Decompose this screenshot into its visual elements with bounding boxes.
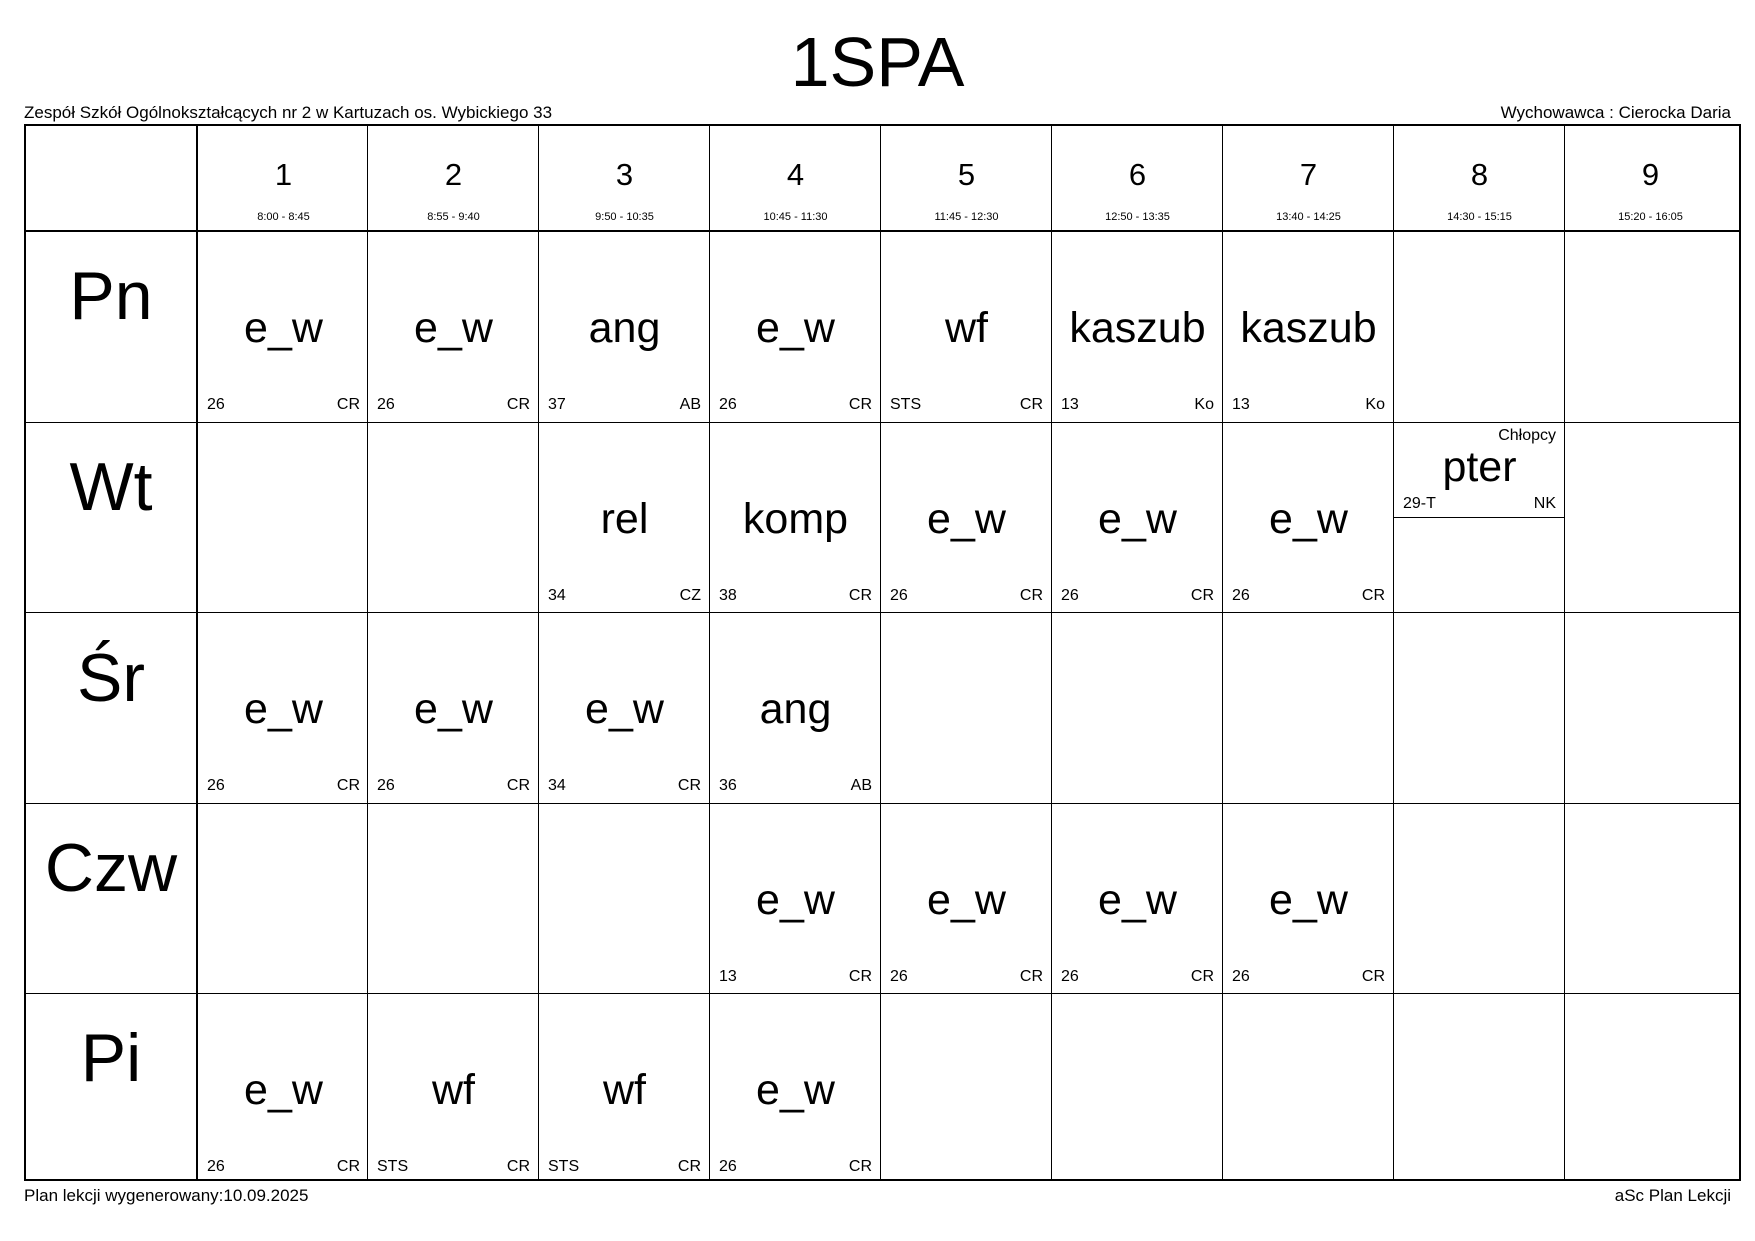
lesson-room: 36 [719,777,737,794]
lesson-cell[interactable] [1223,232,1394,422]
period-number: 5 [957,157,976,192]
lesson-room: 34 [548,587,566,604]
period-number: 7 [1299,157,1318,192]
lesson-cell[interactable] [1223,804,1394,994]
lesson-subject: e_w [756,876,835,924]
lesson-cell[interactable] [1052,423,1223,613]
lesson-cell[interactable] [1052,232,1223,422]
period-time: 14:30 - 15:15 [1447,211,1512,223]
lesson-room: 26 [207,396,225,413]
lesson-teacher: CR [1361,587,1385,604]
period-number: 2 [444,157,463,192]
lesson-teacher: CR [506,396,530,413]
generated-date: Plan lekcji wygenerowany:10.09.2025 [24,1186,309,1205]
lesson-teacher: CR [1190,587,1214,604]
period-header [1052,126,1223,232]
lesson-subject: e_w [756,1066,835,1114]
lesson-cell[interactable] [368,232,539,422]
lesson-room: 26 [1061,968,1079,985]
lesson-cell[interactable] [198,613,369,803]
lesson-teacher: CR [848,968,872,985]
software-credit: aSc Plan Lekcji [1614,1186,1731,1205]
lesson-teacher: CR [336,1158,360,1175]
lesson-subject: e_w [1098,495,1177,543]
lesson-room: 26 [890,587,908,604]
lesson-room: 26 [1061,587,1079,604]
lesson-room: STS [377,1158,409,1175]
lesson-subject: kaszub [1069,304,1206,352]
lesson-teacher: CR [336,777,360,794]
lesson-cell[interactable] [710,232,881,422]
lesson-teacher: Ko [1365,396,1385,413]
day-label: Czw [44,830,178,906]
lesson-subject: e_w [244,685,323,733]
lesson-cell[interactable] [539,994,710,1184]
school-name: Zespół Szkół Ogólnokształcących nr 2 w Kartuzach os. Wybickiego 33 [24,103,553,122]
lesson-subject: e_w [244,304,323,352]
lesson-subject: wf [603,1066,646,1114]
lesson-cell[interactable] [539,423,710,613]
lesson-teacher: NK [1533,495,1556,512]
lesson-room: 38 [719,587,737,604]
lesson-room: 13 [719,968,737,985]
lesson-room: 26 [719,1158,737,1175]
lesson-subject: ang [588,304,661,352]
period-number: 4 [786,157,805,192]
lesson-teacher: CR [1019,968,1043,985]
period-time: 9:50 - 10:35 [595,211,654,223]
period-number: 3 [615,157,634,192]
class-teacher: Wychowawca : Cierocka Daria [1500,103,1731,122]
lesson-teacher: CR [1019,396,1043,413]
period-time: 12:50 - 13:35 [1105,211,1170,223]
lesson-teacher: CR [1019,587,1043,604]
lesson-cell[interactable] [1052,804,1223,994]
group-lesson-cell[interactable] [1394,423,1565,518]
lesson-subject: e_w [1098,876,1177,924]
lesson-room: 13 [1232,396,1250,413]
lesson-subject: komp [742,495,849,543]
lesson-teacher: CR [848,396,872,413]
lesson-room: 26 [1232,968,1250,985]
timetable-grid [24,124,1741,1181]
lesson-cell[interactable] [539,613,710,803]
day-label: Pi [80,1020,142,1096]
lesson-subject: kaszub [1240,304,1377,352]
lesson-cell[interactable] [368,613,539,803]
lesson-room: 34 [548,777,566,794]
day-label: Pn [69,258,153,334]
lesson-room: STS [548,1158,580,1175]
period-time: 13:40 - 14:25 [1276,211,1341,223]
lesson-cell[interactable] [539,232,710,422]
period-header [198,126,369,232]
lesson-cell[interactable] [1223,423,1394,613]
period-header [539,126,710,232]
period-time: 11:45 - 12:30 [934,211,999,223]
page-title: 1SPA [790,23,965,101]
lesson-subject: e_w [414,685,493,733]
period-header [710,126,881,232]
lesson-room: 26 [377,777,395,794]
lesson-subject: pter [1442,443,1517,491]
lesson-teacher: Ko [1194,396,1214,413]
lesson-subject: e_w [927,876,1006,924]
period-time: 15:20 - 16:05 [1618,211,1683,223]
lesson-subject: ang [759,685,832,733]
lesson-teacher: CR [1361,968,1385,985]
lesson-room: 26 [719,396,737,413]
lesson-cell[interactable] [710,804,881,994]
day-label: Śr [77,640,145,716]
lesson-room: 26 [207,1158,225,1175]
lesson-subject: e_w [756,304,835,352]
lesson-cell[interactable] [710,423,881,613]
day-label: Wt [69,449,153,525]
lesson-subject: e_w [585,685,664,733]
lesson-cell[interactable] [710,994,881,1184]
period-number: 6 [1128,157,1147,192]
lesson-subject: wf [945,304,988,352]
lesson-cell[interactable] [368,994,539,1184]
lesson-room: 26 [207,777,225,794]
lesson-teacher: AB [850,777,872,794]
lesson-cell[interactable] [881,232,1052,422]
period-header [881,126,1052,232]
lesson-teacher: CR [506,777,530,794]
lesson-cell[interactable] [710,613,881,803]
lesson-subject: e_w [1269,495,1348,543]
period-number: 1 [274,157,293,192]
period-time: 8:55 - 9:40 [427,211,480,223]
lesson-teacher: CZ [679,587,701,604]
lesson-room: 26 [377,396,395,413]
period-time: 8:00 - 8:45 [257,211,310,223]
period-header [1394,126,1565,232]
period-header [1223,126,1394,232]
lesson-subject: e_w [414,304,493,352]
lesson-teacher: CR [848,587,872,604]
lesson-teacher: AB [679,396,701,413]
lesson-subject: rel [600,495,649,543]
lesson-teacher: CR [677,777,701,794]
period-number: 9 [1641,157,1660,192]
period-header [368,126,539,232]
lesson-teacher: CR [848,1158,872,1175]
lesson-cell[interactable] [198,232,369,422]
period-time: 10:45 - 11:30 [763,211,828,223]
lesson-room: 37 [548,396,566,413]
lesson-room: STS [890,396,922,413]
lesson-cell[interactable] [198,994,369,1184]
lesson-subject: e_w [927,495,1006,543]
period-number: 8 [1470,157,1489,192]
lesson-room: 26 [890,968,908,985]
lesson-teacher: CR [336,396,360,413]
lesson-subject: e_w [1269,876,1348,924]
lesson-subject: wf [432,1066,475,1114]
lesson-room: 13 [1061,396,1079,413]
lesson-cell[interactable] [881,804,1052,994]
lesson-teacher: CR [677,1158,701,1175]
lesson-group: Chłopcy [1498,427,1556,444]
lesson-teacher: CR [1190,968,1214,985]
lesson-cell[interactable] [881,423,1052,613]
lesson-subject: e_w [244,1066,323,1114]
lesson-teacher: CR [506,1158,530,1175]
period-header [1565,126,1736,232]
lesson-room: 29-T [1403,495,1436,512]
lesson-room: 26 [1232,587,1250,604]
